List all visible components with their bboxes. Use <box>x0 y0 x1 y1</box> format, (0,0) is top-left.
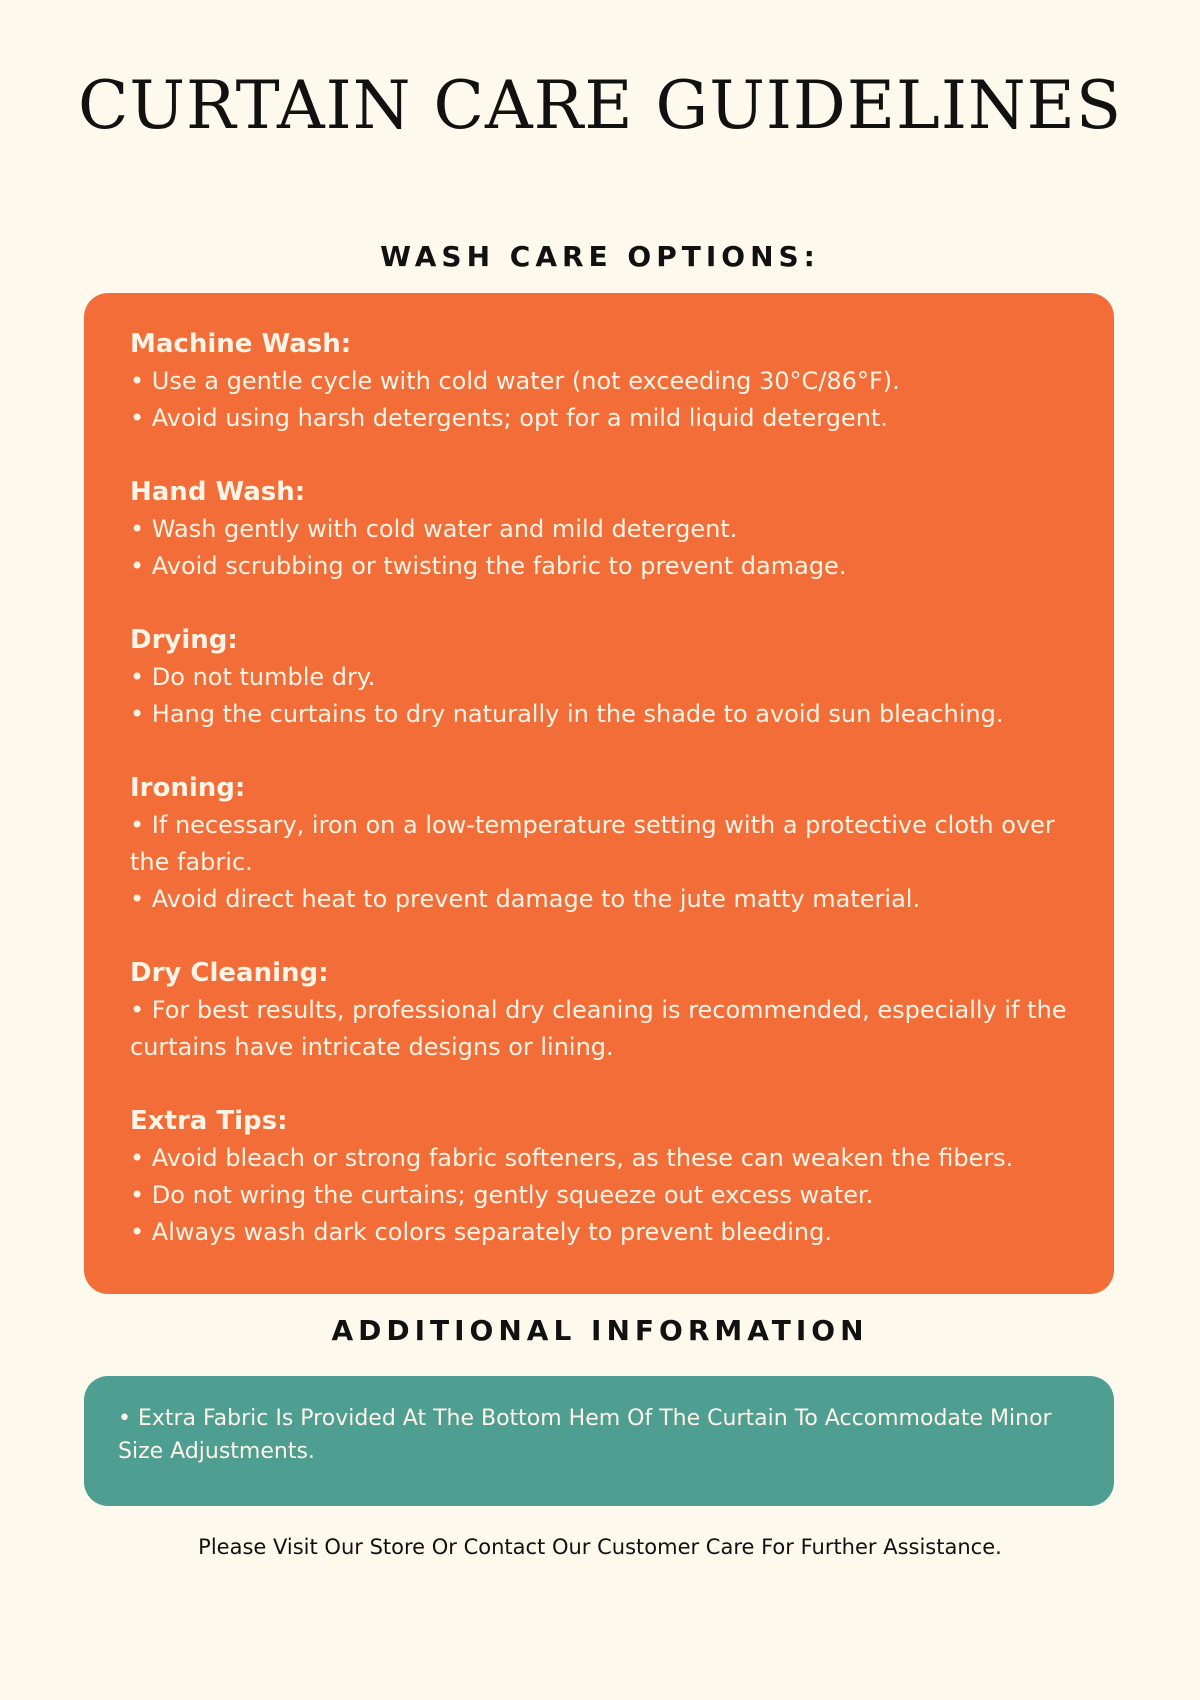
care-line: • Do not wring the curtains; gently squeeze out excess water. <box>130 1181 874 1209</box>
care-section-title: Drying: <box>130 625 238 655</box>
additional-info-heading: ADDITIONAL INFORMATION <box>331 1314 869 1347</box>
care-section-title: Machine Wash: <box>130 329 352 359</box>
care-line: • Do not tumble dry. <box>130 663 376 691</box>
wash-care-heading: WASH CARE OPTIONS: <box>380 240 820 273</box>
care-line: • Use a gentle cycle with cold water (not exceeding 30°C/86°F). <box>130 367 900 395</box>
care-line: • Avoid bleach or strong fabric softeners, as these can weaken the fibers. <box>130 1144 1014 1172</box>
care-section-dry-cleaning <box>130 954 1094 1066</box>
care-line: • For best results, professional dry cleaning is recommended, especially if the curtains have intricate designs or lining. <box>130 996 1067 1061</box>
footer-note: Please Visit Our Store Or Contact Our Customer Care For Further Assistance. <box>198 1535 1002 1559</box>
care-section-hand-wash <box>130 473 1094 585</box>
care-section-title: Dry Cleaning: <box>130 958 329 988</box>
care-section-drying <box>130 621 1094 733</box>
care-line: • Avoid scrubbing or twisting the fabric to prevent damage. <box>130 552 847 580</box>
additional-info-text: • Extra Fabric Is Provided At The Bottom Hem Of The Curtain To Accommodate Minor Size Adjustments. <box>118 1406 1052 1464</box>
care-section-extra-tips <box>130 1102 1094 1251</box>
care-section-ironing <box>130 769 1094 918</box>
care-section-machine-wash <box>130 325 1094 437</box>
care-line: • Wash gently with cold water and mild detergent. <box>130 515 738 543</box>
wash-care-card <box>84 293 1114 1294</box>
care-section-title: Hand Wash: <box>130 477 306 507</box>
care-line: • Always wash dark colors separately to prevent bleeding. <box>130 1218 832 1246</box>
care-line: • Hang the curtains to dry naturally in the shade to avoid sun bleaching. <box>130 700 1004 728</box>
care-line: • Avoid direct heat to prevent damage to the jute matty material. <box>130 885 921 913</box>
care-line: • Avoid using harsh detergents; opt for a mild liquid detergent. <box>130 404 888 432</box>
care-line: • If necessary, iron on a low-temperature setting with a protective cloth over the fabric. <box>130 811 1055 876</box>
page-title: CURTAIN CARE GUIDELINES <box>77 67 1123 144</box>
care-section-title: Extra Tips: <box>130 1106 288 1136</box>
additional-info-card <box>84 1376 1114 1506</box>
care-section-title: Ironing: <box>130 773 246 803</box>
